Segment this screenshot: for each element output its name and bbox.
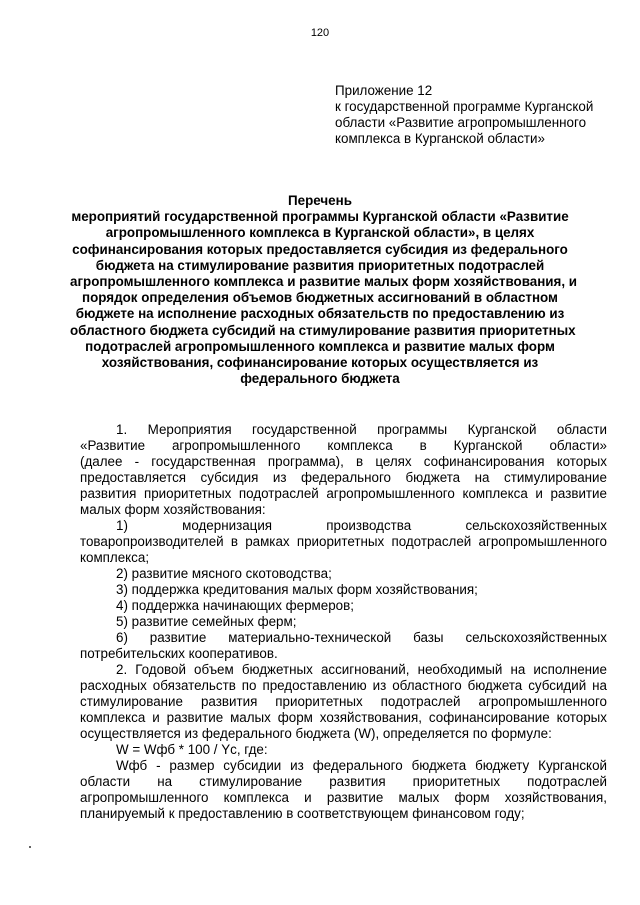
appendix-header <box>335 83 625 147</box>
body-line: осуществляется из федерального бюджета (W), определяется по формуле: <box>80 726 552 741</box>
body-line: товаропроизводителей в рамках приоритетных подотраслей агропромышленного <box>80 534 607 549</box>
body-line: стимулирование развития приоритетных подотраслей агропромышленного <box>80 694 607 709</box>
title-line: подотраслей агропромышленного комплекса и развитие малых форм <box>85 338 555 354</box>
title-line: порядок определения объемов бюджетных ассигнований в областном <box>82 290 558 306</box>
title-line: федерального бюджета <box>240 371 400 387</box>
document-title <box>70 193 578 387</box>
appendix-line: Приложение 12 <box>335 83 433 98</box>
body-line: (далее - государственная программа), в целях софинансирования которых <box>80 454 607 469</box>
body-line: области на стимулирование развития приоритетных подотраслей <box>80 774 607 789</box>
appendix-line: к государственной программе Курганской <box>335 99 594 114</box>
list-item: 1) модернизация производства сельскохозяйственных <box>116 518 607 533</box>
scan-speck <box>29 846 31 848</box>
list-item: 3) поддержка кредитования малых форм хозяйствования; <box>116 582 478 597</box>
body-line: развития приоритетных подотраслей агропромышленного комплекса и развитие <box>80 486 607 501</box>
appendix-line: комплекса в Курганской области» <box>335 131 545 146</box>
title-line: агропромышленного комплекса в Курганской области», в целях <box>105 225 535 241</box>
title-line: областного бюджета субсидий на стимулирование развития приоритетных <box>70 322 576 338</box>
document-body <box>80 422 607 822</box>
body-line: комплекса; <box>80 550 150 565</box>
appendix-line: области «Развитие агропромышленного <box>335 115 587 130</box>
body-line: расходных обязательств по предоставлению из областного бюджета субсидий на <box>80 678 607 693</box>
title-line: бюджета на стимулирование развития приоритетных подотраслей <box>95 257 545 273</box>
body-line: предоставляется субсидия из федерального бюджета на стимулирование <box>80 470 607 485</box>
list-item: 2) развитие мясного скотоводства; <box>116 566 332 581</box>
title-line: Перечень <box>288 193 352 208</box>
title-line: хозяйствования, софинансирование которых осуществляется из <box>101 355 539 371</box>
body-line: агропромышленного комплекса и развитие малых форм хозяйствования, <box>80 790 607 805</box>
title-line: мероприятий государственной программы Курганской области «Развитие <box>71 209 569 225</box>
body-line: 1. Мероприятия государственной программы Курганской области <box>116 422 607 437</box>
title-line: бюджете на исполнение расходных обязательств по предоставлению из <box>75 306 565 322</box>
title-line: агропромышленного комплекса и развитие малых форм хозяйствования, и <box>70 274 578 290</box>
list-item: 4) поддержка начинающих фермеров; <box>116 598 354 613</box>
list-item: 6) развитие материально-технической базы сельскохозяйственных <box>116 630 607 645</box>
list-item: 5) развитие семейных ферм; <box>116 614 297 629</box>
body-line: малых форм хозяйствования: <box>80 502 266 517</box>
formula: W = Wфб * 100 / Yc, где: <box>116 742 268 757</box>
body-line: планируемый к предоставлению в соответствующем финансовом году; <box>80 806 525 821</box>
body-line: комплекса и развитие малых форм хозяйствования, софинансирование которых <box>80 710 607 725</box>
body-line: «Развитие агропромышленного комплекса в Курганской области» <box>80 438 607 453</box>
body-line: потребительских кооперативов. <box>80 646 278 661</box>
body-line: Wфб - размер субсидии из федерального бюджета бюджету Курганской <box>116 758 607 773</box>
title-line: софинансирования которых предоставляется субсидия из федерального <box>72 241 568 257</box>
body-line: 2. Годовой объем бюджетных ассигнований, необходимый на исполнение <box>116 662 607 677</box>
page-number: 120 <box>310 27 330 39</box>
